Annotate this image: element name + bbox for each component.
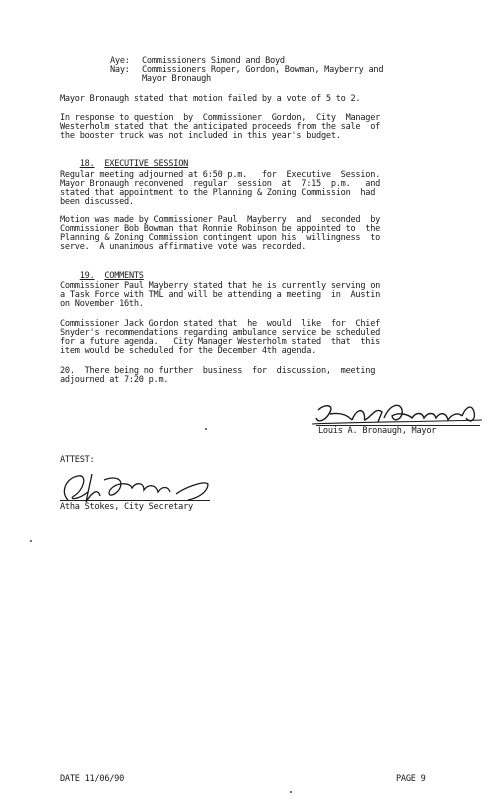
- motion-failed-text: Mayor Bronaugh stated that motion failed by a vote of 5 to 2.: [60, 94, 361, 104]
- adjourn-paragraph-line: stated that appointment to the Planning & Zoning Commission had: [60, 188, 376, 198]
- heading-number: 19.: [79, 271, 95, 282]
- closing-paragraph-line: adjourned at 7:20 p.m.: [60, 375, 169, 385]
- scan-speck: [30, 540, 32, 542]
- closing-paragraph-line: 20. There being no further business for discussion, meeting: [60, 366, 376, 376]
- comment-paragraph-line: item would be scheduled for the December 4th agenda.: [60, 346, 317, 356]
- scan-speck: [205, 428, 207, 430]
- nay-label: Nay:: [110, 65, 130, 75]
- adjourn-paragraph-line: Regular meeting adjourned at 6:50 p.m. for Executive Session.: [60, 170, 381, 180]
- comment-paragraph-line: Commissioner Paul Mayberry stated that he is currently serving on: [60, 281, 381, 291]
- adjourn-paragraph-line: been discussed.: [60, 197, 134, 207]
- adjourn-paragraph-line: Mayor Bronaugh reconvened regular session at 7:15 p.m. and: [60, 179, 381, 189]
- nay-names: Commissioners Roper, Gordon, Bowman, Mayberry and: [142, 65, 384, 75]
- booster-paragraph-line: In response to question by Commissioner Gordon, City Manager: [60, 113, 381, 123]
- motion-paragraph-line: serve. A unanimous affirmative vote was recorded.: [60, 242, 307, 252]
- motion-paragraph-line: Motion was made by Commissioner Paul Mayberry and seconded by: [60, 215, 381, 225]
- booster-paragraph-line: Westerholm stated that the anticipated proceeds from the sale of: [60, 122, 381, 132]
- aye-names: Commissioners Simond and Boyd: [142, 56, 285, 66]
- heading-number: 18.: [79, 159, 95, 170]
- nay-names-continued: Mayor Bronaugh: [142, 74, 211, 84]
- aye-label: Aye:: [110, 56, 130, 66]
- comment-paragraph-line: a Task Force with TML and will be attending a meeting in Austin: [60, 290, 381, 300]
- secretary-signature-line: [60, 500, 210, 501]
- attest-label: ATTEST:: [60, 455, 95, 465]
- heading-title: COMMENTS: [104, 271, 144, 282]
- comment-paragraph-line: Commissioner Jack Gordon stated that he would like for Chief: [60, 319, 381, 329]
- comment-paragraph-line: on November 16th.: [60, 299, 144, 309]
- heading-title: EXECUTIVE SESSION: [104, 159, 189, 170]
- comment-paragraph-line: Snyder's recommendations regarding ambulance service be scheduled: [60, 328, 381, 338]
- scan-speck: [290, 791, 292, 793]
- comment-paragraph-line: for a future agenda. City Manager Westerholm stated that this: [60, 337, 381, 347]
- motion-paragraph-line: Commissioner Bob Bowman that Ronnie Robinson be appointed to the: [60, 224, 381, 234]
- mayor-caption: Louis A. Bronaugh, Mayor: [318, 426, 437, 436]
- footer-date: DATE 11/06/90: [60, 774, 125, 784]
- booster-paragraph-line: the booster truck was not included in this year's budget.: [60, 131, 341, 141]
- secretary-caption: Atha Stokes, City Secretary: [60, 502, 193, 512]
- motion-paragraph-line: Planning & Zoning Commission contingent upon his willingness to: [60, 233, 381, 243]
- footer-page-number: PAGE 9: [396, 774, 426, 784]
